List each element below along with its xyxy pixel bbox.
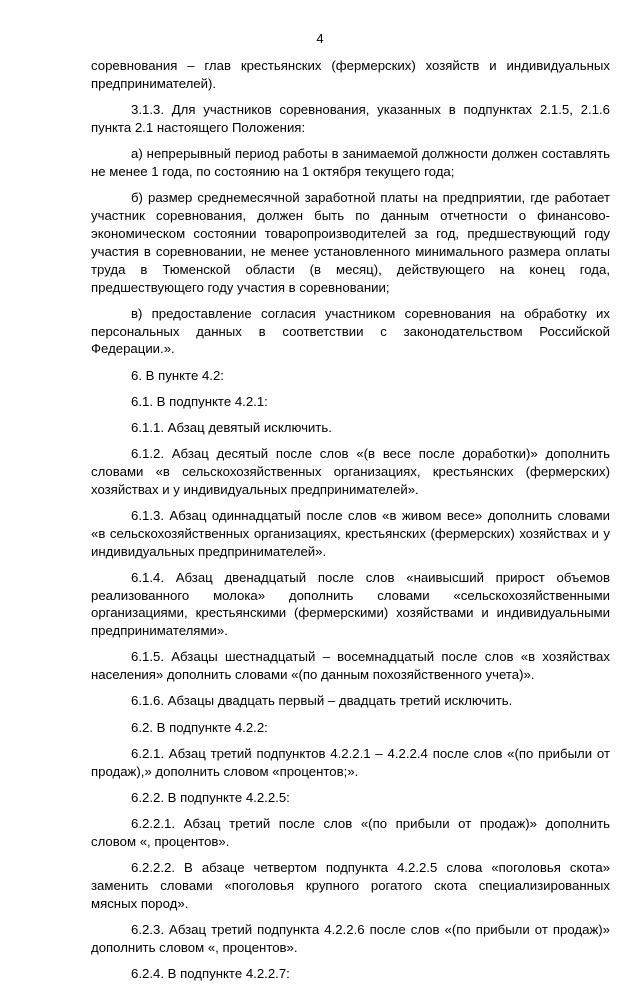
paragraph-6-2-2-1: 6.2.2.1. Абзац третий после слов «(по прибыли от продаж)» дополнить словом «, процентов».	[91, 815, 610, 849]
paragraph-item-a: а) непрерывный период работы в занимаемой должности должен составлять не менее 1 года, по состоянию на 1 октября текущего года;	[91, 146, 610, 179]
paragraph-3-1-3: 3.1.3. Для участников соревнования, указанных в подпунктах 2.1.5, 2.1.6 пункта 2.1 настоящего Положения:	[91, 102, 610, 135]
document-body	[91, 57, 610, 991]
page-number: 4	[316, 31, 324, 46]
paragraph-continuation: соревнования – глав крестьянских (фермерских) хозяйств и индивидуальных предпринимателей).	[91, 58, 610, 91]
paragraph-6-2-3: 6.2.3. Абзац третий подпункта 4.2.2.6 после слов «(по прибыли от продаж)» дополнить словом «, процентов».	[91, 921, 610, 955]
paragraph-6-1-6: 6.1.6. Абзацы двадцать первый – двадцать третий исключить.	[131, 693, 513, 709]
paragraph-6-1-3: 6.1.3. Абзац одиннадцатый после слов «в живом весе» дополнить словами «в сельскохозяйственных организациях, крестьянских (фермерских) хозяйствах и у индивидуальных предпринимателей».	[91, 507, 610, 559]
paragraph-6-1-1: 6.1.1. Абзац девятый исключить.	[131, 419, 332, 435]
paragraph-6-2-4: 6.2.4. В подпункте 4.2.2.7:	[131, 965, 290, 981]
paragraph-6-2-1: 6.2.1. Абзац третий подпунктов 4.2.2.1 – 4.2.2.4 после слов «(по прибыли от продаж),» дополнить словом «процентов;».	[91, 745, 610, 779]
paragraph-item-b: б) размер среднемесячной заработной платы на предприятии, где работает участник соревнования, должен быть по данным отчетности о финансово-экономическом состоянии товаропроизводителей за год, предшествующий году участия в соревновании, не менее установленного минимального размера оплаты труда в Тюменской области (в месяц), действующего на конец года, предшествующего году участия в соревновании;	[91, 190, 610, 295]
paragraph-6-2-2-2: 6.2.2.2. В абзаце четвертом подпункта 4.2.2.5 слова «поголовья скота» заменить словами «поголовья крупного рогатого скота специализированных мясных пород».	[91, 859, 610, 911]
paragraph-6: 6. В пункте 4.2:	[131, 367, 224, 383]
paragraph-6-1-4: 6.1.4. Абзац двенадцатый после слов «наивысший прирост объемов реализованного молока» дополнить словами «сельскохозяйственными организациями, крестьянскими (фермерскими) хозяйствами и индивидуальными предпринимателями».	[91, 569, 610, 639]
paragraph-6-2-2: 6.2.2. В подпункте 4.2.2.5:	[131, 789, 290, 805]
paragraph-6-1-5: 6.1.5. Абзацы шестнадцатый – восемнадцатый после слов «в хозяйствах населения» дополнить словами «(по данным похозяйственного учета)».	[91, 649, 610, 683]
paragraph-item-v: в) предоставление согласия участником соревнования на обработку их персональных данных в соответствии с законодательством Российской Федерации.».	[91, 305, 610, 357]
paragraph-6-1-2: 6.1.2. Абзац десятый после слов «(в весе после доработки)» дополнить словами «в сельскохозяйственных организациях, крестьянских (фермерских) хозяйствах и у индивидуальных предпринимателей».	[91, 445, 610, 497]
paragraph-6-2: 6.2. В подпункте 4.2.2:	[131, 719, 268, 735]
paragraph-6-1: 6.1. В подпункте 4.2.1:	[131, 393, 268, 409]
